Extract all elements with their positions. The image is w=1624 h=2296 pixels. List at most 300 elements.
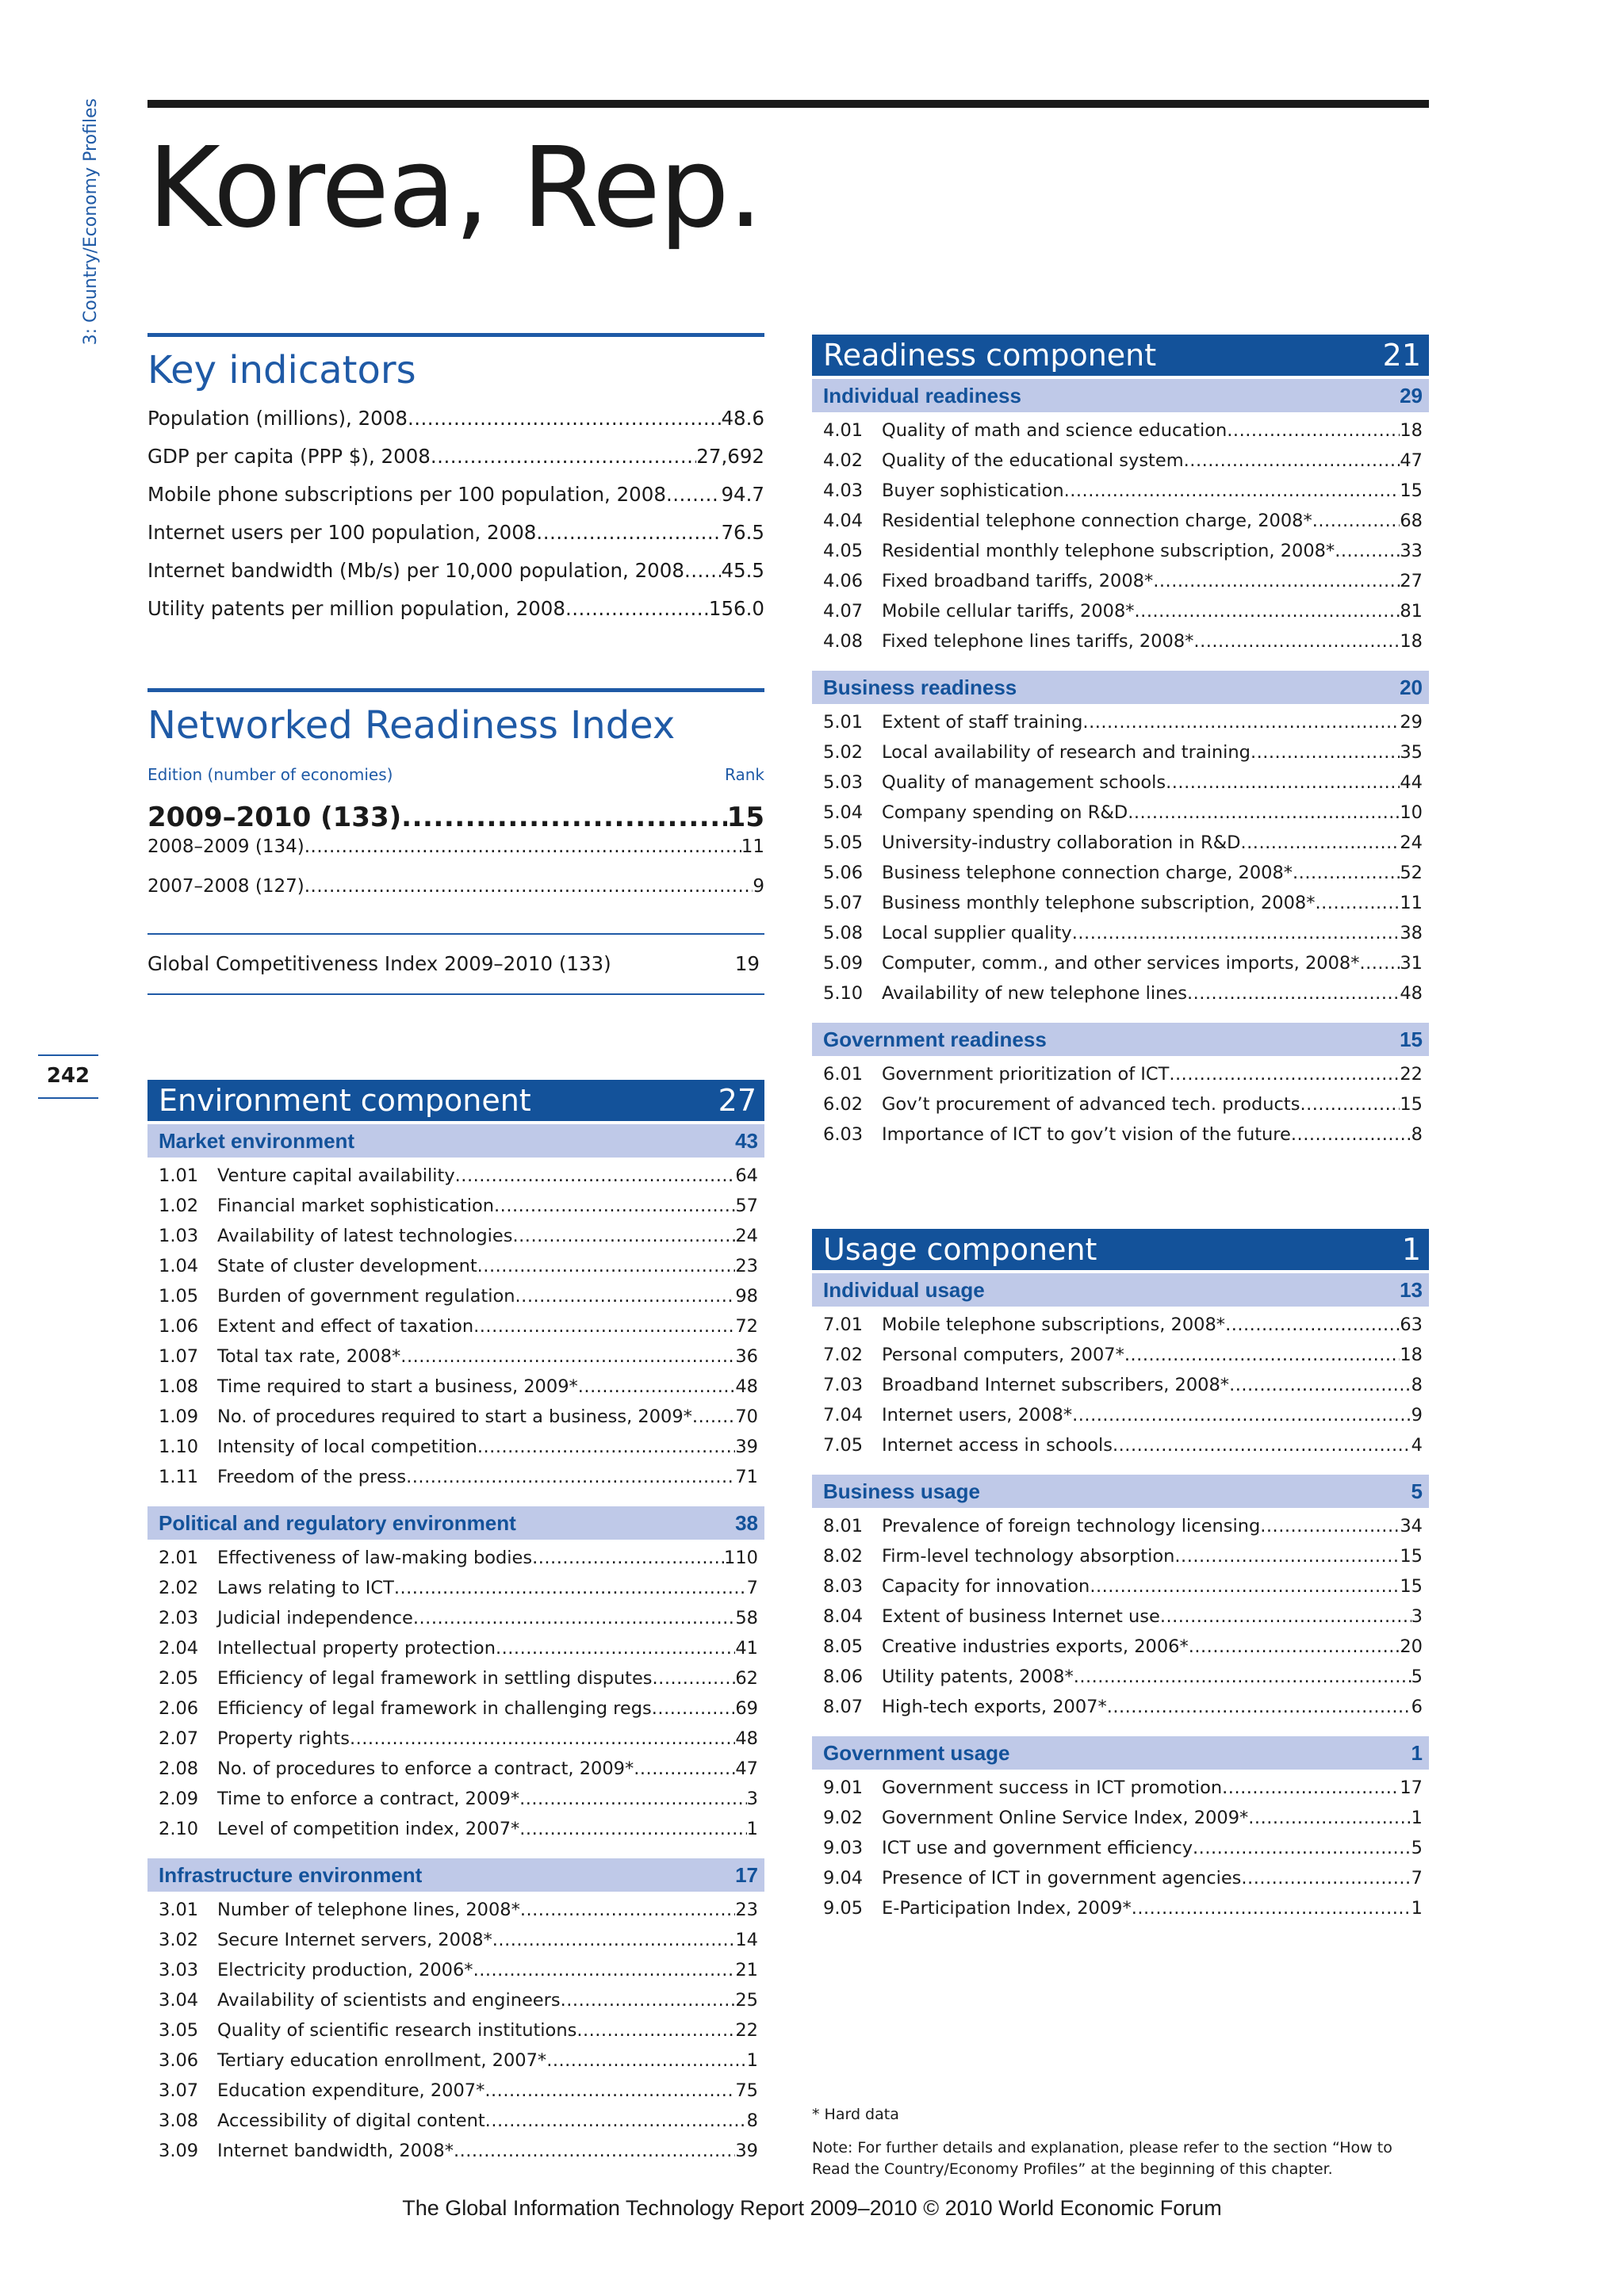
indicator-label: Personal computers, 2007*: [882, 1345, 1124, 1365]
indicator-row: [147, 2050, 764, 2080]
dot-leader: [413, 1608, 735, 1628]
subcomponent-header: [147, 1124, 764, 1158]
dot-leader: [684, 559, 721, 582]
indicator-rank: 14: [735, 1930, 758, 1950]
indicator-row: [147, 1256, 764, 1286]
indicator-number: 2.03: [159, 1608, 199, 1628]
subcomponent-title: Individual usage: [823, 1277, 985, 1302]
dot-leader: [1248, 1808, 1411, 1828]
indicator-label: Freedom of the press: [217, 1467, 407, 1487]
page-footer: The Global Information Technology Report 2009–2010 © 2010 World Economic Forum: [402, 2196, 1222, 2220]
indicator-row: [812, 923, 1429, 953]
indicator-list: [812, 1508, 1429, 1733]
dot-leader: [1153, 571, 1400, 591]
indicator-row: [812, 1636, 1429, 1667]
indicator-label: Capacity for innovation: [882, 1576, 1090, 1597]
dot-leader: [1072, 923, 1400, 943]
indicator-number: 1.01: [159, 1165, 199, 1186]
indicator-rank: 44: [1400, 772, 1423, 793]
indicator-row: [147, 1548, 764, 1578]
dot-leader: [1241, 1868, 1411, 1888]
readiness-component-title: Readiness component: [823, 338, 1157, 373]
indicator-rank: 41: [735, 1638, 758, 1659]
indicator-label: Local supplier quality: [882, 923, 1072, 943]
dot-leader: [477, 1437, 736, 1457]
dot-leader: [473, 1316, 735, 1337]
indicator-row: [812, 802, 1429, 832]
indicator-number: 6.03: [823, 1124, 864, 1145]
indicator-number: 7.03: [823, 1375, 864, 1395]
indicator-rank: 110: [724, 1548, 758, 1568]
indicator-rank: 38: [1400, 923, 1423, 943]
dot-leader: [304, 876, 753, 897]
indicator-rank: 15: [1400, 1094, 1423, 1115]
indicator-label: Mobile cellular tariffs, 2008*: [882, 601, 1135, 622]
indicator-rank: 27: [1400, 571, 1423, 591]
indicator-row: [812, 1898, 1429, 1928]
dot-leader: [519, 1789, 747, 1809]
dot-leader: [454, 2141, 735, 2161]
indicator-number: 7.01: [823, 1314, 864, 1335]
indicator-rank: 75: [735, 2080, 758, 2101]
subcomponent-header: [812, 1475, 1429, 1508]
indicator-number: 1.11: [159, 1467, 199, 1487]
dot-leader: [565, 597, 709, 620]
nri-edition-label: 2008–2009 (134): [147, 836, 304, 857]
indicator-label: Company spending on R&D: [882, 802, 1128, 823]
dot-leader: [1072, 1405, 1411, 1425]
indicator-row: [812, 1314, 1429, 1345]
indicator-label: Buyer sophistication: [882, 480, 1064, 501]
indicator-number: 4.08: [823, 631, 864, 652]
indicator-rank: 48: [735, 1376, 758, 1397]
indicator-rank: 1: [746, 1819, 758, 1839]
indicator-number: 8.07: [823, 1697, 864, 1717]
indicator-rank: 23: [735, 1256, 758, 1276]
indicator-rank: 6: [1411, 1697, 1423, 1717]
indicator-number: 6.01: [823, 1064, 864, 1085]
indicator-number: 4.03: [823, 480, 864, 501]
indicator-rank: 23: [735, 1900, 758, 1920]
indicator-label: Business monthly telephone subscription, 2008*: [882, 893, 1316, 913]
indicator-row: [812, 541, 1429, 571]
readiness-component: [812, 335, 1429, 1161]
indicator-rank: 15: [1400, 1546, 1423, 1567]
indicator-label: Accessibility of digital content: [217, 2110, 485, 2131]
nri-header: [147, 765, 764, 784]
indicator-row: [147, 1196, 764, 1226]
subcomponent-title: Political and regulatory environment: [159, 1510, 516, 1535]
gci-rank: 19: [734, 952, 760, 976]
subcomponent-rank: 17: [735, 1862, 758, 1887]
indicator-number: 1.04: [159, 1256, 199, 1276]
indicator-rank: 18: [1400, 631, 1423, 652]
subcomponent-title: Business readiness: [823, 675, 1017, 699]
indicator-rank: 7: [746, 1578, 758, 1598]
indicator-number: 4.07: [823, 601, 864, 622]
dot-leader: [1312, 511, 1400, 531]
indicator-rank: 24: [1400, 832, 1423, 853]
indicator-label: Mobile telephone subscriptions, 2008*: [882, 1314, 1226, 1335]
key-indicator-value: 45.5: [721, 558, 764, 582]
indicator-row: [147, 1819, 764, 1849]
indicator-number: 9.04: [823, 1868, 864, 1888]
top-rule: [147, 100, 1429, 108]
subcomponent-header: [812, 379, 1429, 412]
indicator-row: [812, 1516, 1429, 1546]
indicator-label: State of cluster development: [217, 1256, 477, 1276]
indicator-number: 1.09: [159, 1406, 199, 1427]
indicator-row: [812, 1667, 1429, 1697]
subcomponent-title: Individual readiness: [823, 383, 1021, 408]
indicator-number: 2.07: [159, 1728, 199, 1749]
indicator-row: [147, 1930, 764, 1960]
indicator-rank: 8: [1411, 1375, 1423, 1395]
environment-component: [147, 1080, 764, 2177]
dot-leader: [1064, 480, 1400, 501]
indicator-number: 5.08: [823, 923, 864, 943]
indicator-list: [147, 1540, 764, 1855]
subcomponent-title: Market environment: [159, 1128, 355, 1153]
indicator-rank: 31: [1400, 953, 1423, 974]
subcomponent-header: [812, 1023, 1429, 1056]
indicator-rank: 5: [1411, 1667, 1423, 1687]
indicator-label: Business telephone connection charge, 2008*: [882, 863, 1293, 883]
indicator-rank: 1: [1411, 1898, 1423, 1919]
indicator-number: 5.04: [823, 802, 864, 823]
indicator-rank: 3: [1411, 1606, 1423, 1627]
indicator-label: Local availability of research and training: [882, 742, 1251, 763]
page-number: 242: [38, 1054, 98, 1099]
indicator-number: 2.04: [159, 1638, 199, 1659]
indicator-row: [812, 742, 1429, 772]
indicator-rank: 9: [1411, 1405, 1423, 1425]
indicator-label: Laws relating to ICT: [217, 1578, 394, 1598]
indicator-number: 5.06: [823, 863, 864, 883]
indicator-label: Quality of math and science education: [882, 420, 1228, 441]
indicator-label: Electricity production, 2006*: [217, 1960, 473, 1980]
indicator-row: [147, 1900, 764, 1930]
indicator-number: 8.06: [823, 1667, 864, 1687]
indicator-row: [812, 450, 1429, 480]
indicator-row: [147, 2110, 764, 2141]
indicator-row: [812, 1838, 1429, 1868]
key-indicator-label: Mobile phone subscriptions per 100 population, 2008: [147, 482, 666, 506]
indicator-rank: 15: [1400, 1576, 1423, 1597]
indicator-row: [812, 1808, 1429, 1838]
dot-leader: [1222, 1777, 1400, 1798]
dot-leader: [477, 1256, 736, 1276]
indicator-number: 9.01: [823, 1777, 864, 1798]
indicator-number: 9.03: [823, 1838, 864, 1858]
readiness-component-header: [812, 335, 1429, 376]
indicator-row: [147, 1467, 764, 1497]
key-indicators-section: [147, 333, 764, 635]
indicator-list: [812, 1307, 1429, 1471]
dot-leader: [431, 445, 696, 468]
nri-edition-rank: 11: [741, 836, 764, 857]
section-side-label: 3: Country/Economy Profiles: [81, 98, 101, 346]
dot-leader: [1124, 1345, 1400, 1365]
dot-leader: [400, 1346, 735, 1367]
indicator-label: Level of competition index, 2007*: [217, 1819, 520, 1839]
indicator-row: [812, 1435, 1429, 1465]
indicator-list: [147, 1158, 764, 1503]
indicator-number: 3.07: [159, 2080, 199, 2101]
indicator-number: 5.09: [823, 953, 864, 974]
key-indicator-value: 94.7: [721, 482, 764, 506]
indicator-rank: 18: [1400, 420, 1423, 441]
dot-leader: [350, 1728, 735, 1749]
dot-leader: [1193, 631, 1400, 652]
indicator-row: [812, 1777, 1429, 1808]
indicator-number: 8.01: [823, 1516, 864, 1536]
indicator-rank: 48: [735, 1728, 758, 1749]
indicator-label: Fixed telephone lines tariffs, 2008*: [882, 631, 1194, 652]
dot-leader: [401, 802, 727, 833]
indicator-label: Residential telephone connection charge, 2008*: [882, 511, 1312, 531]
indicator-rank: 18: [1400, 1345, 1423, 1365]
key-indicator-row: [147, 407, 764, 445]
dot-leader: [1225, 1314, 1400, 1335]
indicator-row: [812, 1375, 1429, 1405]
dot-leader: [692, 1406, 735, 1427]
dot-leader: [1090, 1576, 1400, 1597]
dot-leader: [1260, 1516, 1400, 1536]
indicator-number: 3.06: [159, 2050, 199, 2071]
gci-row: [147, 933, 764, 995]
gci-label: Global Competitiveness Index 2009–2010 (133): [147, 952, 611, 976]
indicator-row: [812, 1405, 1429, 1435]
dot-leader: [1227, 420, 1400, 441]
dot-leader: [1240, 832, 1400, 853]
indicator-label: Fixed broadband tariffs, 2008*: [882, 571, 1154, 591]
indicator-label: Number of telephone lines, 2008*: [217, 1900, 520, 1920]
dot-leader: [406, 1467, 735, 1487]
indicator-row: [147, 1608, 764, 1638]
dot-leader: [1107, 1697, 1411, 1717]
dot-leader: [1135, 601, 1400, 622]
subcomponent-header: [147, 1506, 764, 1540]
indicator-label: Availability of latest technologies: [217, 1226, 513, 1246]
indicator-row: [812, 1576, 1429, 1606]
dot-leader: [532, 1548, 724, 1568]
key-indicator-label: Internet users per 100 population, 2008: [147, 520, 537, 544]
indicator-number: 2.10: [159, 1819, 199, 1839]
dot-leader: [653, 1668, 736, 1689]
usage-component-title: Usage component: [823, 1232, 1097, 1267]
indicator-row: [812, 1606, 1429, 1636]
indicator-rank: 22: [735, 2020, 758, 2041]
readiness-component-rank: 21: [1382, 338, 1421, 373]
indicator-label: Intensity of local competition: [217, 1437, 477, 1457]
nri-edition-row: [147, 876, 764, 913]
indicator-rank: 52: [1400, 863, 1423, 883]
indicator-number: 8.04: [823, 1606, 864, 1627]
indicator-label: Residential monthly telephone subscription, 2008*: [882, 541, 1335, 561]
indicator-row: [147, 2141, 764, 2171]
dot-leader: [1359, 953, 1400, 974]
subcomponent-rank: 38: [735, 1510, 758, 1535]
indicator-rank: 8: [1411, 1124, 1423, 1145]
dot-leader: [1174, 1546, 1400, 1567]
indicator-rank: 22: [1400, 1064, 1423, 1085]
indicator-row: [147, 1165, 764, 1196]
indicator-label: Efficiency of legal framework in challenging regs: [217, 1698, 652, 1719]
indicator-label: High-tech exports, 2007*: [882, 1697, 1107, 1717]
subcomponent-rank: 13: [1400, 1277, 1423, 1302]
indicator-list: [147, 1892, 764, 2177]
indicator-row: [812, 1064, 1429, 1094]
key-indicator-value: 48.6: [721, 406, 764, 430]
nri-previous-editions: [147, 836, 764, 913]
indicator-number: 3.04: [159, 1990, 199, 2011]
indicator-number: 4.05: [823, 541, 864, 561]
indicator-list: [812, 1770, 1429, 1934]
indicator-row: [147, 2080, 764, 2110]
indicator-rank: 64: [735, 1165, 758, 1186]
indicator-number: 4.02: [823, 450, 864, 471]
indicator-number: 9.05: [823, 1898, 864, 1919]
indicator-label: Quality of scientific research institutions: [217, 2020, 577, 2041]
indicator-label: Property rights: [217, 1728, 350, 1749]
indicator-label: Quality of the educational system: [882, 450, 1184, 471]
key-indicators-list: [147, 407, 764, 635]
indicator-number: 8.03: [823, 1576, 864, 1597]
indicator-rank: 17: [1400, 1777, 1423, 1798]
indicator-row: [812, 893, 1429, 923]
nri-section: [147, 688, 764, 995]
environment-component-title: Environment component: [159, 1083, 531, 1118]
subcomponent-header: [147, 1858, 764, 1892]
subcomponent-rank: 5: [1411, 1479, 1423, 1503]
dot-leader: [473, 1960, 736, 1980]
indicator-label: Intellectual property protection: [217, 1638, 496, 1659]
dot-leader: [494, 1196, 735, 1216]
indicator-label: Extent and effect of taxation: [217, 1316, 474, 1337]
subcomponent-title: Government usage: [823, 1740, 1010, 1765]
indicator-rank: 47: [735, 1758, 758, 1779]
key-indicator-label: Population (millions), 2008: [147, 406, 408, 430]
indicator-rank: 35: [1400, 742, 1423, 763]
key-indicator-label: GDP per capita (PPP $), 2008: [147, 444, 431, 468]
dot-leader: [1169, 1064, 1400, 1085]
indicator-number: 4.04: [823, 511, 864, 531]
subcomponent-rank: 20: [1400, 675, 1423, 699]
indicator-number: 4.06: [823, 571, 864, 591]
environment-component-rank: 27: [718, 1083, 756, 1118]
indicator-label: Broadband Internet subscribers, 2008*: [882, 1375, 1230, 1395]
indicator-label: Availability of scientists and engineers: [217, 1990, 561, 2011]
indicator-rank: 62: [735, 1668, 758, 1689]
dot-leader: [666, 483, 721, 506]
dot-leader: [1074, 1667, 1411, 1687]
indicator-label: Efficiency of legal framework in settling disputes: [217, 1668, 653, 1689]
indicator-row: [147, 1286, 764, 1316]
indicator-row: [812, 863, 1429, 893]
dot-leader: [1128, 802, 1400, 823]
indicator-rank: 4: [1411, 1435, 1423, 1456]
indicator-label: Gov’t procurement of advanced tech. products: [882, 1094, 1300, 1115]
country-title: Korea, Rep.: [147, 124, 762, 253]
indicator-number: 3.09: [159, 2141, 199, 2161]
indicator-label: No. of procedures required to start a business, 2009*: [217, 1406, 692, 1427]
indicator-rank: 47: [1400, 450, 1423, 471]
indicator-row: [812, 953, 1429, 983]
key-indicator-row: [147, 521, 764, 559]
indicator-rank: 36: [735, 1346, 758, 1367]
indicator-rank: 81: [1400, 601, 1423, 622]
indicator-rank: 5: [1411, 1838, 1423, 1858]
indicator-rank: 72: [735, 1316, 758, 1337]
indicator-number: 2.02: [159, 1578, 199, 1598]
indicator-number: 3.02: [159, 1930, 199, 1950]
dot-leader: [394, 1578, 747, 1598]
dot-leader: [512, 1226, 735, 1246]
dot-leader: [1082, 712, 1400, 733]
indicator-number: 2.01: [159, 1548, 199, 1568]
indicator-row: [147, 1990, 764, 2020]
indicator-rank: 20: [1400, 1636, 1423, 1657]
indicator-label: No. of procedures to enforce a contract, 2009*: [217, 1758, 634, 1779]
indicator-row: [812, 420, 1429, 450]
indicator-label: Internet users, 2008*: [882, 1405, 1073, 1425]
key-indicators-title: Key indicators: [147, 348, 416, 392]
key-indicator-row: [147, 445, 764, 483]
dot-leader: [455, 1165, 736, 1186]
indicator-rank: 63: [1400, 1314, 1423, 1335]
key-indicator-row: [147, 559, 764, 597]
indicator-rank: 70: [735, 1406, 758, 1427]
indicator-row: [147, 1698, 764, 1728]
indicator-row: [147, 1316, 764, 1346]
indicator-number: 1.02: [159, 1196, 199, 1216]
subcomponent-header: [812, 1736, 1429, 1770]
indicator-label: Secure Internet servers, 2008*: [217, 1930, 492, 1950]
nri-edition-label: 2007–2008 (127): [147, 875, 304, 897]
indicator-number: 5.01: [823, 712, 864, 733]
indicator-label: Judicial independence: [217, 1608, 413, 1628]
indicator-label: Availability of new telephone lines: [882, 983, 1187, 1004]
indicator-number: 2.08: [159, 1758, 199, 1779]
further-details-note: Note: For further details and explanation, please refer to the section “How to Read the Country/Economy Profiles” at the beginning of this chapter.: [812, 2138, 1392, 2179]
indicator-row: [812, 1697, 1429, 1727]
indicator-label: Firm-level technology absorption: [882, 1546, 1175, 1567]
indicator-label: Venture capital availability: [217, 1165, 455, 1186]
indicator-rank: 7: [1411, 1868, 1423, 1888]
indicator-label: Internet access in schools: [882, 1435, 1113, 1456]
indicator-row: [147, 1376, 764, 1406]
dot-leader: [578, 1376, 736, 1397]
edition-label: Edition (number of economies): [147, 764, 393, 784]
subcomponent-title: Business usage: [823, 1479, 980, 1503]
indicator-row: [812, 1546, 1429, 1576]
dot-leader: [1113, 1435, 1411, 1456]
indicator-row: [812, 1094, 1429, 1124]
indicator-number: 3.01: [159, 1900, 199, 1920]
indicator-row: [812, 601, 1429, 631]
indicator-label: Quality of management schools: [882, 772, 1166, 793]
indicator-row: [147, 1789, 764, 1819]
dot-leader: [1251, 742, 1400, 763]
indicator-label: Extent of business Internet use: [882, 1606, 1160, 1627]
indicator-number: 3.08: [159, 2110, 199, 2131]
indicator-label: University-industry collaboration in R&D: [882, 832, 1241, 853]
dot-leader: [485, 2080, 735, 2101]
notes: [812, 2104, 1429, 2181]
dot-leader: [496, 1638, 735, 1659]
indicator-row: [812, 1124, 1429, 1154]
